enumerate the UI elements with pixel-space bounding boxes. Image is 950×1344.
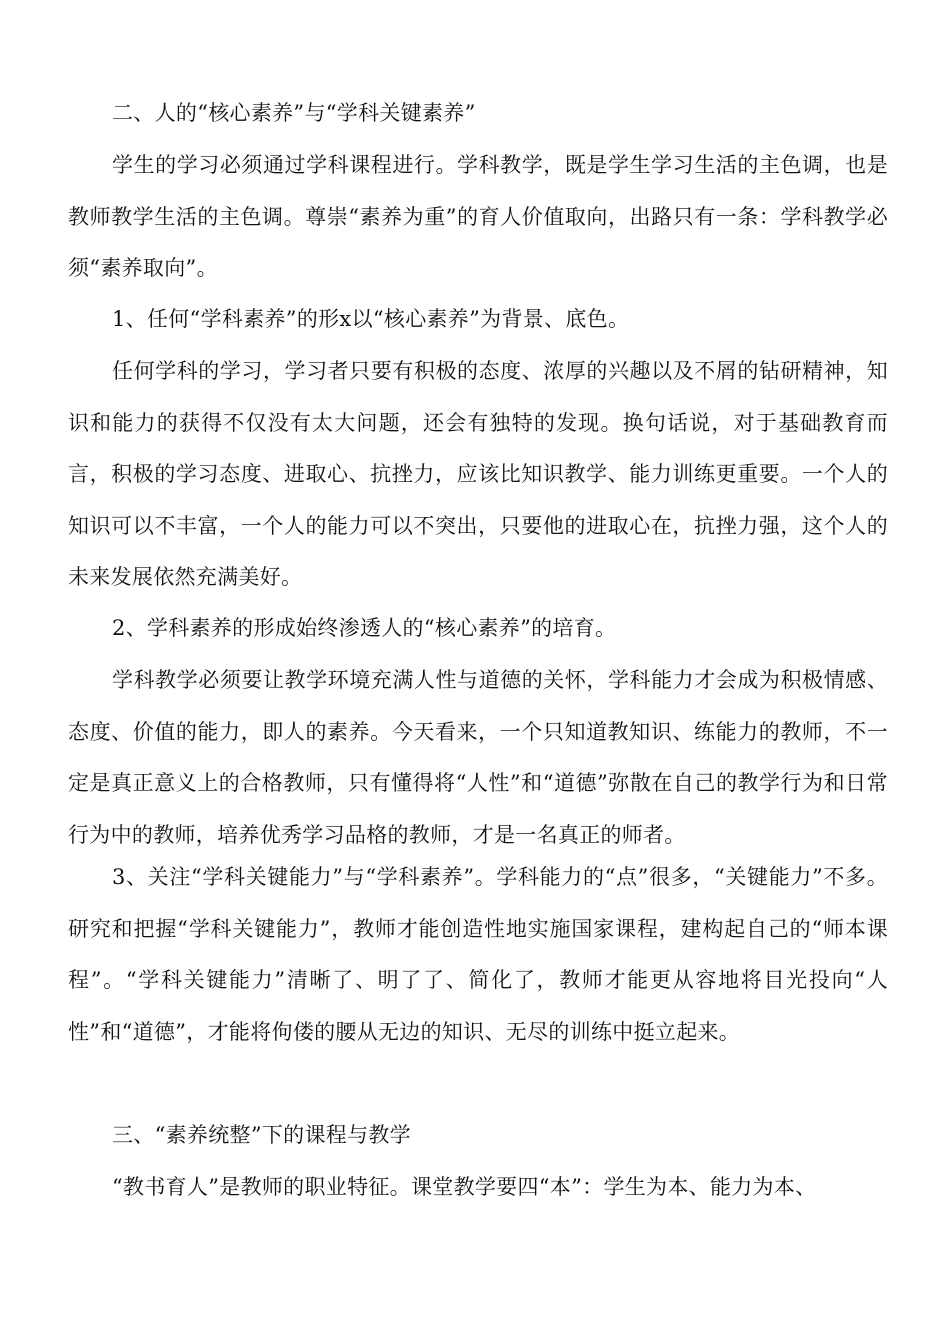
section-heading-two: 二、人的“核心素养”与“学科关键素养” <box>112 101 476 125</box>
paragraph-teaching-essence: “教书育人”是教师的职业特征。课堂教学要四“本”：学生为本、能力为本、 <box>112 1175 817 1199</box>
paragraph-subject-learning: 学生的学习必须通过学科课程进行。学科教学，既是学生学习生活的主色调，也是教师教学生活的主色调。尊崇“素养为重”的育人价值取向，出路只有一条：学科教学必须“素养取向”。 <box>68 153 888 280</box>
paragraph-point-three: 3、关注“学科关键能力”与“学科素养”。学科能力的“点”很多，“关键能力”不多。研究和把握“学科关键能力”，教师才能创造性地实施国家课程，建构起自己的“师本课程”。“学科关键能力”清晰了、明了了、简化了，教师才能更从容地将目光投向“人性”和“道德”，才能将佝偻的腰从无边的知识、无尽的训练中挺立起来。 <box>68 865 888 1044</box>
subheading-point-two: 2、学科素养的形成始终渗透人的“核心素养”的培育。 <box>112 616 617 640</box>
paragraph-moral-care: 学科教学必须要让教学环境充满人性与道德的关怀，学科能力才会成为积极情感、态度、价值的能力，即人的素养。今天看来，一个只知道教知识、练能力的教师，不一定是真正意义上的合格教师，只有懂得将“人性”和“道德”弥散在自己的教学行为和日常行为中的教师，培养优秀学习品格的教师，才是一名真正的师者。 <box>68 668 888 847</box>
section-heading-three: 三、“素养统整”下的课程与教学 <box>112 1123 411 1147</box>
subheading-point-one: 1、任何“学科素养”的形x以“核心素养”为背景、底色。 <box>112 307 630 331</box>
paragraph-learning-attitude: 任何学科的学习，学习者只要有积极的态度、浓厚的兴趣以及不屑的钻研精神，知识和能力的获得不仅没有太大问题，还会有独特的发现。换句话说，对于基础教育而言，积极的学习态度、进取心、抗挫力，应该比知识教学、能力训练更重要。一个人的知识可以不丰富，一个人的能力可以不突出，只要他的进取心在，抗挫力强，这个人的未来发展依然充满美好。 <box>68 359 888 589</box>
